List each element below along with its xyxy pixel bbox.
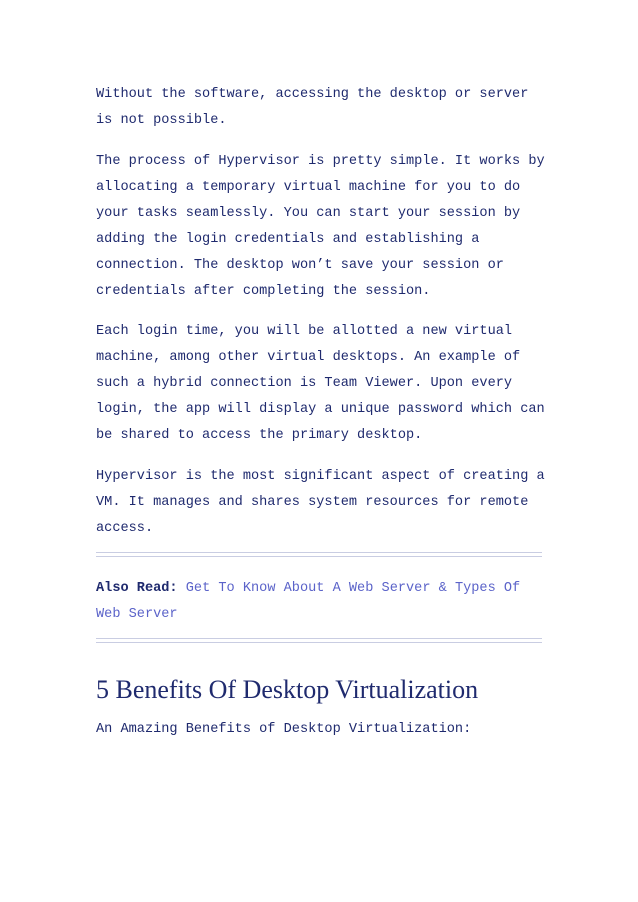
text-line: The process of Hypervisor is pretty simple. It works by [96,154,545,169]
text-line: machine, among other virtual desktops. An example of [96,350,521,365]
text-line: such a hybrid connection is Team Viewer. Upon every [96,376,513,391]
text-line: your tasks seamlessly. You can start your session by [96,206,521,221]
text-line: is not possible. [96,113,227,128]
section-heading: 5 Benefits Of Desktop Virtualization [96,675,479,704]
text-line: Without the software, accessing the desktop or server [96,87,529,102]
also-read-label: Also Read: [96,581,178,596]
text-line: VM. It manages and shares system resources for remote [96,495,529,510]
text-line: connection. The desktop won’t save your session or [96,258,504,273]
text-line: Each login time, you will be allotted a new virtual [96,324,513,339]
paragraph-hypervisor-process [96,149,545,305]
text-line: access. [96,521,154,536]
also-read-line [96,602,542,628]
text-line: adding the login credentials and establishing a [96,232,480,247]
divider-bottom [96,638,542,643]
also-read-link[interactable]: Get To Know About A Web Server & Types Of [185,581,521,596]
also-read-line [96,576,542,602]
text-line: credentials after completing the session. [96,284,431,299]
paragraph-software-access [96,82,542,134]
text-line: Hypervisor is the most significant aspect of creating a [96,469,545,484]
paragraph-login-time [96,319,545,449]
text-line: be shared to access the primary desktop. [96,428,423,443]
paragraph-hypervisor-significance [96,464,545,542]
text-line: allocating a temporary virtual machine for you to do [96,180,521,195]
also-read-box [96,576,542,628]
divider-top [96,552,542,557]
text-line: login, the app will display a unique password which can [96,402,545,417]
text-line: An Amazing Benefits of Desktop Virtualization: [96,722,472,737]
also-read-link-continued[interactable]: Web Server [96,607,178,622]
section-intro [96,717,542,743]
